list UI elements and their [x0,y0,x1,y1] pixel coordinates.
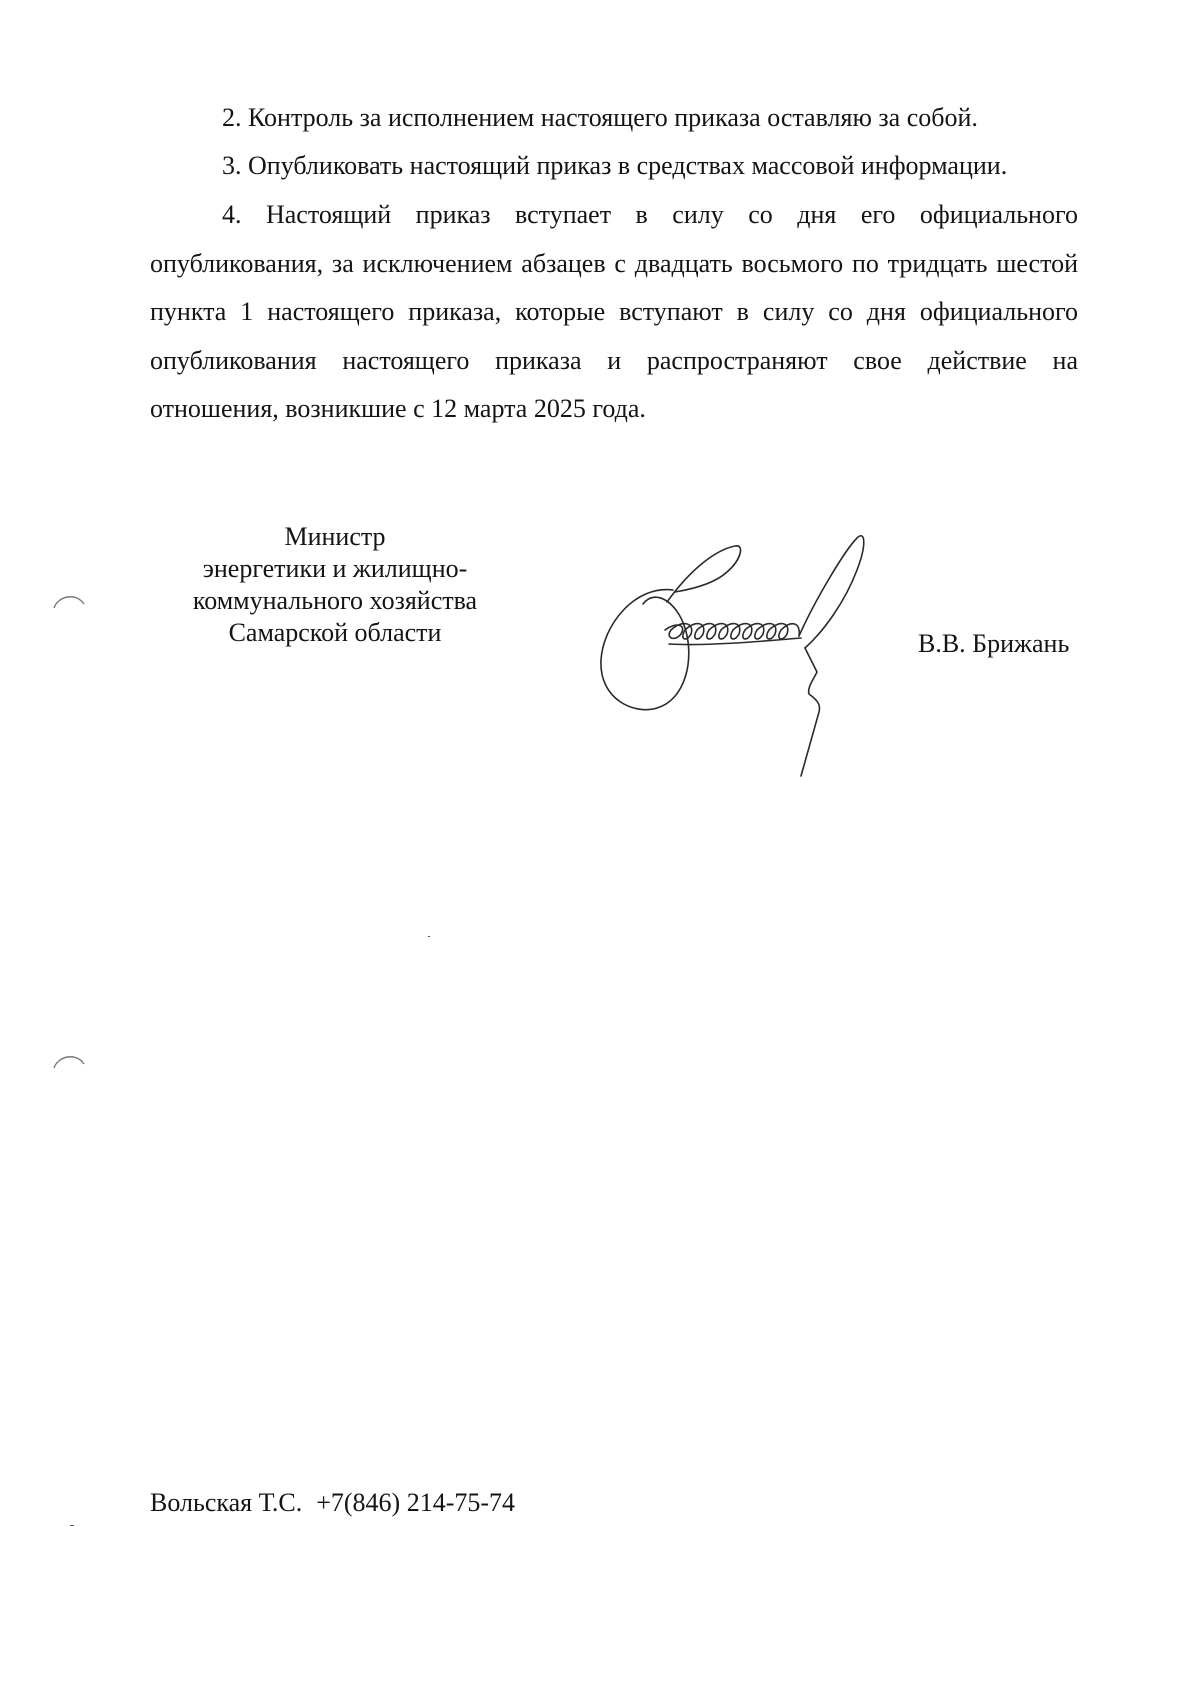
signer-name: В.В. Брижань [918,629,1070,658]
binding-hole-mark [52,592,86,610]
paragraph-3: 3. Опубликовать настоящий приказ в средствах массовой информации. [222,151,1008,180]
signer-position-line: Самарской области [228,618,442,647]
paragraph-2: 2. Контроль за исполнением настоящего приказа оставляю за собой. [222,103,978,132]
paragraph-4: 4. Настоящий приказ вступает в силу со дня его официального опубликования, за исключением абзацев с двадцать восьмого по тридцать шестой пункта 1 настоящего приказа, которые вступают в силу со дня официального опубликования настоящего приказа и распространяют свое действие на отношения, возникшие с 12 марта 2025 года. [150,200,1078,423]
signer-position [170,521,500,649]
contact-info [150,1488,515,1518]
binding-hole-mark [52,1052,86,1070]
signer-position-line: коммунального хозяйства [192,586,478,615]
signer-position-line: Министр [284,522,386,551]
contact-phone: +7(846) 214-75-74 [316,1488,516,1517]
signer-position-line: энергетики и жилищно- [202,554,468,583]
contact-person: Вольская Т.С. [150,1488,303,1517]
handwritten-signature [595,530,925,780]
scan-speck [428,936,430,937]
scan-speck [70,1525,74,1526]
